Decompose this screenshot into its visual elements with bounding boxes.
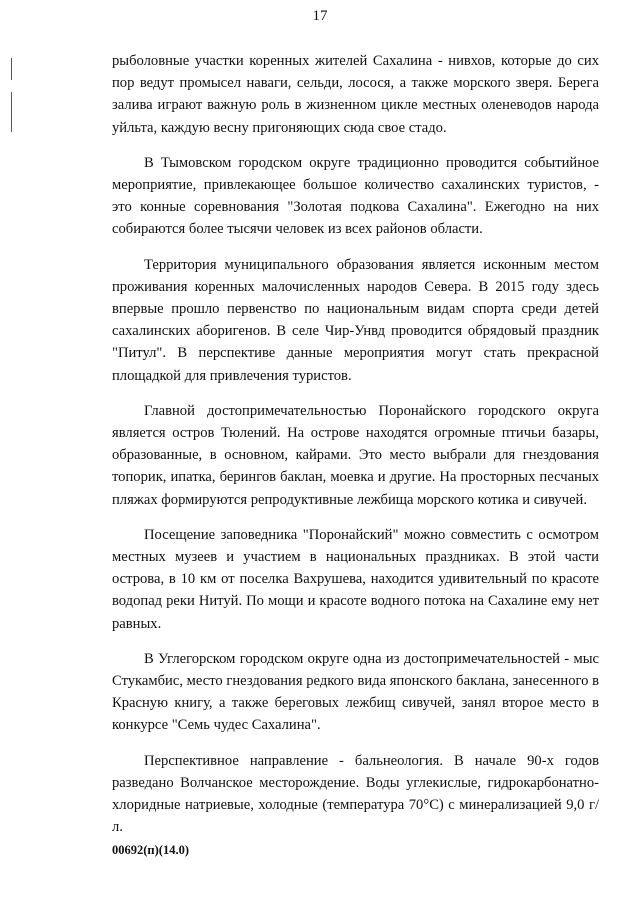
- paragraph: рыболовные участки коренных жителей Сахалина - нивхов, которые до сих пор ведут промысел наваги, сельди, лосося, а также морского зверя. Берега залива играют важную роль в жизненном цикле местных оленеводов народа уйльта, каждую весну пригоняющих сюда свое стадо.: [112, 53, 599, 136]
- document-code: 00692(п)(14.0): [112, 843, 189, 857]
- paragraph: Посещение заповедника "Поронайский" можно совместить с осмотром местных музеев и участием в национальных праздниках. В этой части острова, в 10 км от поселка Вахрушева, находится удивительный по красоте водопад реки Нитуй. По мощи и красоте водного потока на Сахалине ему нет равных.: [112, 526, 599, 632]
- document-body: [112, 50, 599, 852]
- paragraph: Перспективное направление - бальнеология. В начале 90-х годов разведано Волчанское месторождение. Воды углекислые, гидрокарбонатно-хлоридные натриевые, холодные (температура 70°С) с минерализацией 9,0 г/л.: [112, 752, 599, 836]
- paragraph: Главной достопримечательностью Поронайского городского округа является остров Тюлений. На острове находятся огромные птичьи базары, образованные, в основном, кайрами. Это место выбрали для гнездования топорик, ипатка, берингов баклан, моевка и другие. На просторных песчаных пляжах формируются репродуктивные лежбища морского котика и сивучей.: [112, 402, 599, 508]
- paragraph: В Тымовском городском округе традиционно проводится событийное мероприятие, привлекающее большое количество сахалинских туристов, - это конные соревнования "Золотая подкова Сахалина". Ежегодно на них собираются более тысячи человек из всех районов области.: [112, 154, 599, 238]
- paragraph: Территория муниципального образования является исконным местом проживания коренных малочисленных народов Севера. В 2015 году здесь впервые прошло первенство по национальным видам спорта среди детей сахалинских аборигенов. В селе Чир-Унвд проводится обрядовый праздник "Питул". В перспективе данные мероприятия могут стать прекрасной площадкой для привлечения туристов.: [112, 256, 599, 384]
- paragraph: В Углегорском городском округе одна из достопримечательностей - мыс Стукамбис, место гнездования редкого вида японского баклана, занесенного в Красную книгу, а также береговых лежбищ сивучей, занял второе место в конкурсе "Семь чудес Сахалина".: [112, 650, 599, 734]
- page-number: 17: [312, 8, 328, 24]
- margin-line: [11, 92, 12, 132]
- margin-line: [11, 58, 12, 80]
